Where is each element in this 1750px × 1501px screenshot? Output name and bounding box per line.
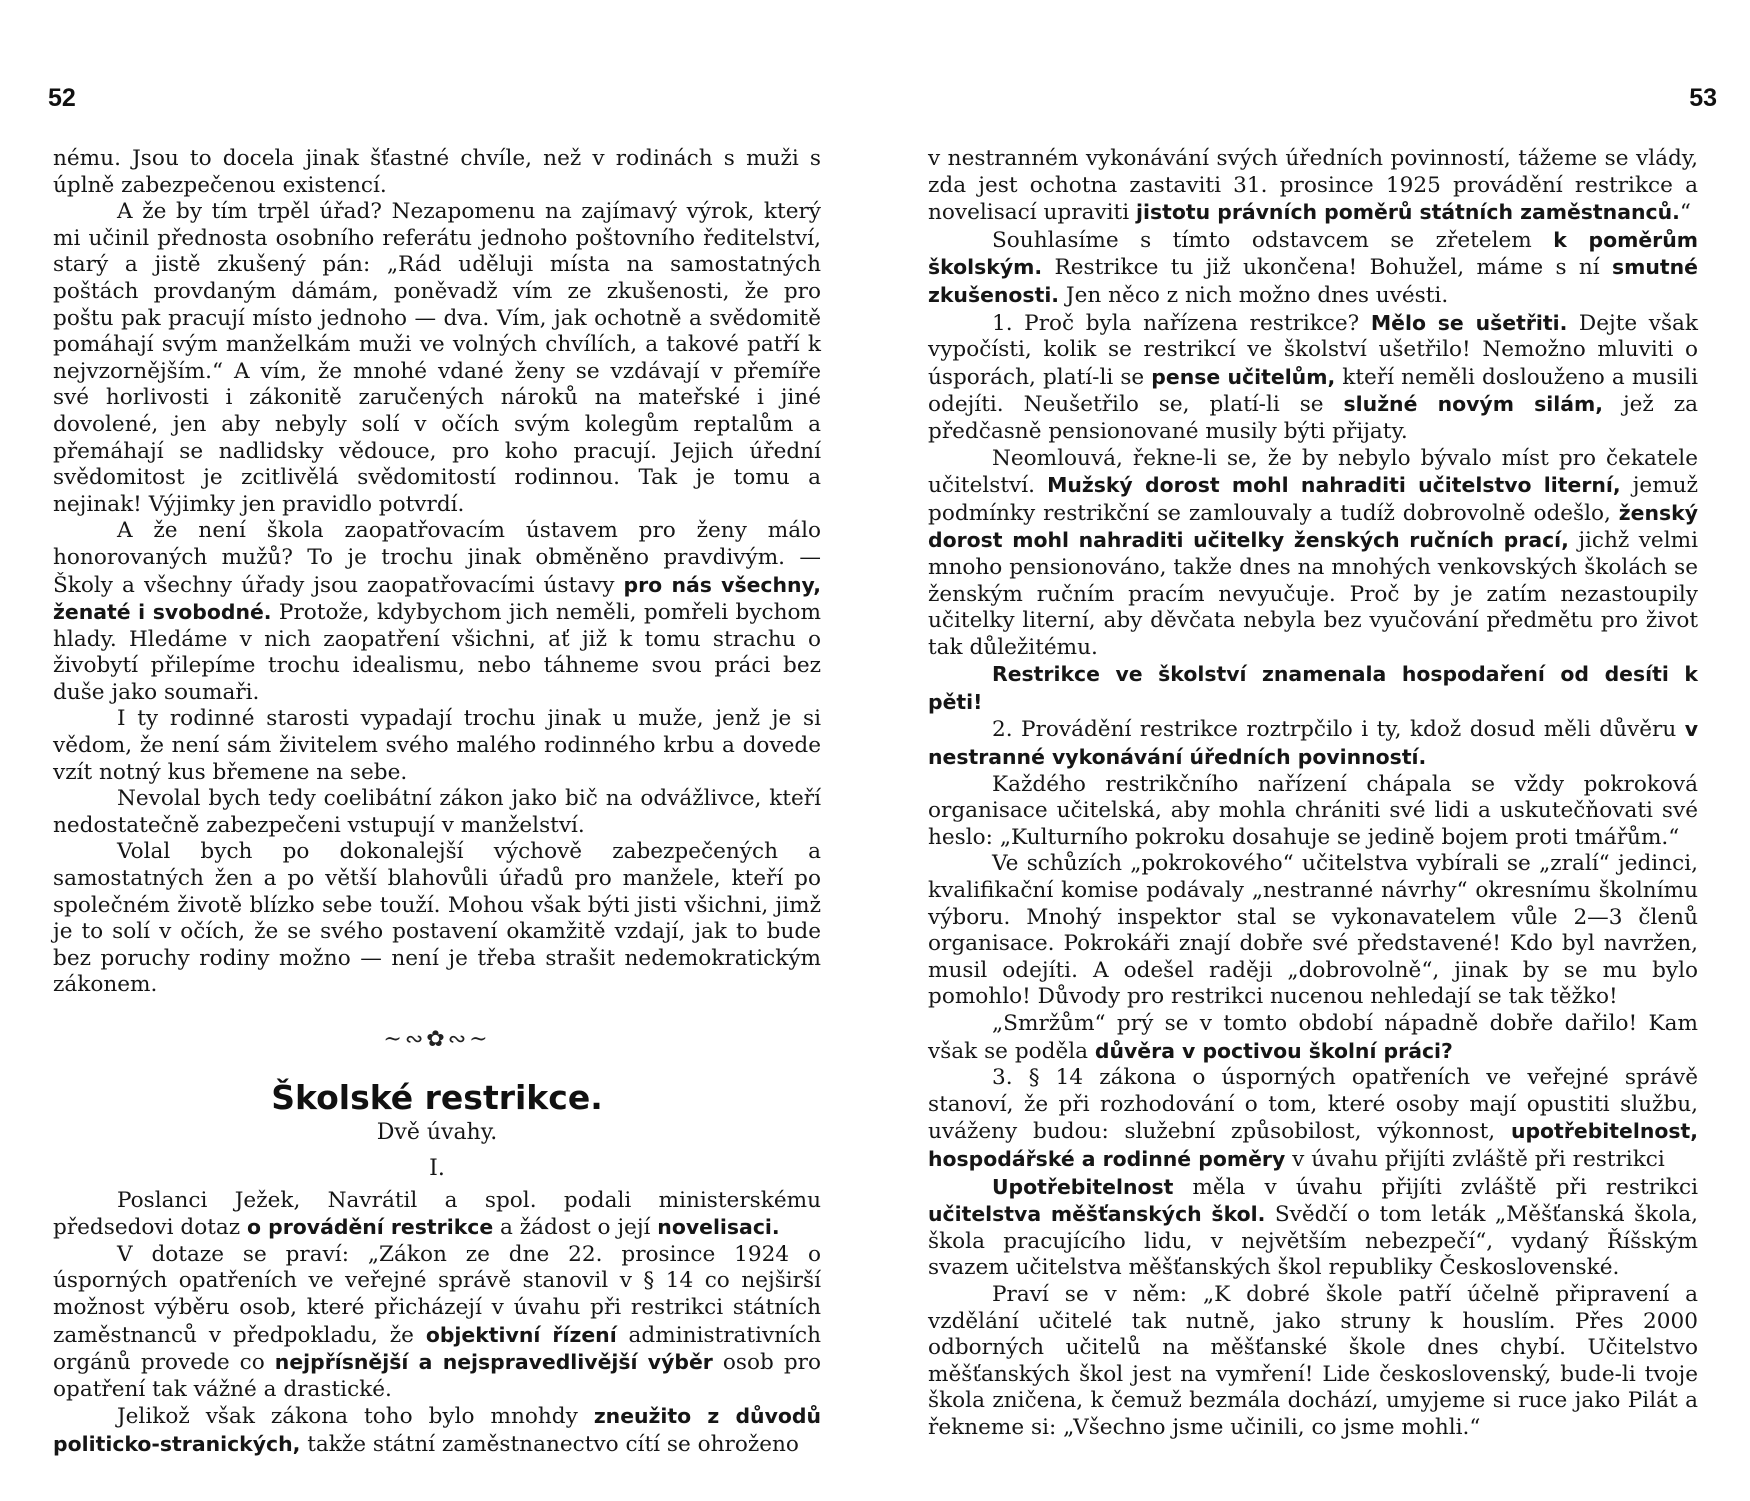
paragraph: Poslanci Ježek, Navrátil a spol. podali ministerskému předsedovi dotaz o provádění restrikce a žádost o její novelisaci.: [53, 1187, 821, 1241]
paragraph: Upotřebitelnost měla v úvahu přijíti zvláště při restrikci učitelstva měšťanských škol. Svědčí o tom leták „Měšťanská škola, škola pracujícího lidu, v největším nebezpečí“, vydaný Říšským svazem učitelstva měšťanských škol republiky Československé.: [928, 1174, 1698, 1281]
paragraph: A že by tím trpěl úřad? Nezapomenu na zajímavý výrok, který mi učinil přednosta osobního referátu jednoho poštovního ředitelství, starý a jistě zkušený pán: „Rád uděluji místa na samostatných poštách provdaným dámám, poněvadž vím ze zkušenosti, že pro poštu pak pracují místo jednoho — dva. Vím, jak ochotně a svědomitě pomáhají svým manželkám muži ve volných chvílích, a takové patří k nejvzornějším.“ A vím, že mnohé vdané ženy se vzdávají v přemíře své horlivosti i zákonitě zaručených nároků na mateřské i jiné dovolené, jen aby nebyly solí v očích svým kolegům reptalům a přemáhají se nadlidsky vědouce, pro koho pracují. Jejich úřední svědomitost je zcitlivělá svědomitostí rodinnou. Tak je tomu a nejinak! Výjimky jen pravidlo potvrdí.: [53, 199, 821, 517]
paragraph: Nevolal bych tedy coelibátní zákon jako bič na odvážlivce, kteří nedostatečně zabezpečeni vstupují v manželství.: [53, 786, 821, 838]
ornament-divider: ~∾✿∾~: [383, 1027, 491, 1052]
left-page: [53, 146, 821, 1459]
paragraph: A že není škola zaopatřovacím ústavem pro ženy málo honorovaných mužů? To je trochu jinak obměněno pravdivým. — Školy a všechny úřady jsou zaopatřovacími ústavy pro nás všechny, ženaté i svobodné. Protože, kdybychom jich neměli, pomřeli bychom hlady. Hledáme v nich zaopatření všichni, ať již k tomu strachu o živobytí přilepíme trochu idealismu, nebo táhneme svou práci bez duše jako soumaři.: [53, 518, 821, 705]
paragraph: Souhlasíme s tímto odstavcem se zřetelem k poměrům školským. Restrikce tu již ukončena! Bohužel, máme s ní smutné zkušenosti. Jen něco z nich možno dnes uvésti.: [928, 227, 1698, 308]
paragraph: v nestranném vykonávání svých úředních povinností, tážeme se vlády, zda jest ochotna zastaviti 31. prosince 1925 provádění restrikce a novelisací upraviti jistotu právních poměrů státních zaměstnanců.“: [928, 146, 1698, 226]
paragraph: Neomlouvá, řekne-li se, že by nebylo bývalo míst pro čekatele učitelství. Mužský dorost mohl nahraditi učitelstvo literní, jemuž podmínky restrikční se zamlouvaly a tudíž dobrovolně odešlo, ženský dorost mohl nahraditi učitelky ženských ručních prací, jichž velmi mnoho pensionováno, takže dnes na mnohých venkovských školách se ženským ručním pracím nevyučuje. Proč by je zatím nezastoupily učitelky literní, aby děvčata nebyla bez vyučování předmětu pro život tak důležitému.: [928, 445, 1698, 660]
paragraph: nému. Jsou to docela jinak šťastné chvíle, než v rodinách s muži s úplně zabezpečenou existencí.: [53, 146, 821, 198]
paragraph: 1. Proč byla nařízena restrikce? Mělo se ušetřiti. Dejte však vypočísti, kolik se restrikcí ve školství ušetřilo! Nemožno mluviti o úsporách, platí-li se pense učitelům, kteří neměli doslouženo a musili odejíti. Neušetřilo se, platí-li se služné novým silám, jež za předčasně pensionované musily býti přijaty.: [928, 310, 1699, 444]
right-page: [928, 146, 1698, 1442]
paragraph: Restrikce ve školství znamenala hospodaření od desíti k pěti!: [928, 662, 1698, 714]
paragraph: Ve schůzích „pokrokového“ učitelstva vybírali se „zralí“ jedinci, kvalifikační komise podávaly „nestranné návrhy“ okresnímu školnímu výboru. Mnohý inspektor stal se vykonavatelem vůle 2—3 členů organisace. Pokrokáři znají dobře své představené! Kdo byl navržen, musil odejíti. A odešel raději „dobrovolně“, jinak by se mu bylo pomohlo! Důvody pro restrikci nucenou nehledají se tak těžko!: [928, 851, 1698, 1010]
paragraph: Praví se v něm: „K dobré škole patří účelně připravení a vzdělání učitelé tak nutně, jako struny k houslím. Přes 2000 odborných učitelů na měšťanské škole dnes chybí. Učitelstvo měšťanských škol jest na vymření! Lide československý, bude-li tvoje škola zničena, k čemuž bezmála dochází, umyjeme si ruce jako Pilát a řekneme si: „Všechno jsme učinili, co jsme mohli.“: [928, 1281, 1698, 1440]
paragraph: 3. § 14 zákona o úsporných opatřeních ve veřejné správě stanoví, že při rozhodování o tom, které osoby mají opustiti službu, uváženy budou: služební způsobilost, výkonnost, upotřebitelnost, hospodářské a rodinné poměry v úvahu přijíti zvláště při restrikci: [928, 1065, 1698, 1172]
section-subtitle: Dvě úvahy.: [376, 1119, 498, 1145]
paragraph: Volal bych po dokonalejší výchově zabezpečených a samostatných žen a po větší blahovůli úřadů pro manžele, kteří po společném životě blízko sebe touží. Mohou však býti jisti všichni, jimž je to solí v očích, že se svého postavení okamžitě vzdají, jak to bude bez poruchy rodiny možno — není je třeba strašit nedemokratickým zákonem.: [53, 839, 821, 998]
page-number-right: 53: [1689, 84, 1717, 112]
paragraph: „Smržům“ prý se v tomto období nápadně dobře dařilo! Kam však se poděla důvěra v poctivou školní práci?: [928, 1011, 1698, 1064]
paragraph: Jelikož však zákona toho bylo mnohdy zneužito z důvodů politicko-stranických, takže státní zaměstnanectvo cítí se ohroženo: [53, 1404, 821, 1457]
paragraph: V dotaze se praví: „Zákon ze dne 22. prosince 1924 o úsporných opatřeních ve veřejné správě stanovil v § 14 co nejširší možnost výběru osob, které přicházejí v úvahu při restrikci státních zaměstnanců v předpokladu, že objektivní řízení administrativních orgánů provede co nejpřísnější a nejspravedlivější výběr osob pro opatření tak vážné a drastické.: [53, 1241, 822, 1402]
part-number: I.: [429, 1155, 445, 1181]
paragraph: I ty rodinné starosti vypadají trochu jinak u muže, jenž je si vědom, že není sám živitelem svého malého rodinného krbu a dovede vzít notný kus břemene na sebe.: [53, 706, 821, 785]
section-title: Školské restrikce.: [271, 1077, 603, 1117]
page-number-left: 52: [48, 84, 76, 112]
paragraph: Každého restrikčního nařízení chápala se vždy pokroková organisace učitelská, aby mohla chrániti své lidi a uskutečňovati své heslo: „Kulturního pokroku dosahuje se jedině bojem proti tmářům.“: [928, 771, 1698, 850]
paragraph: 2. Provádění restrikce roztrpčilo i ty, kdož dosud měli důvěru v nestranné vykonávání úředních povinností.: [928, 717, 1698, 770]
